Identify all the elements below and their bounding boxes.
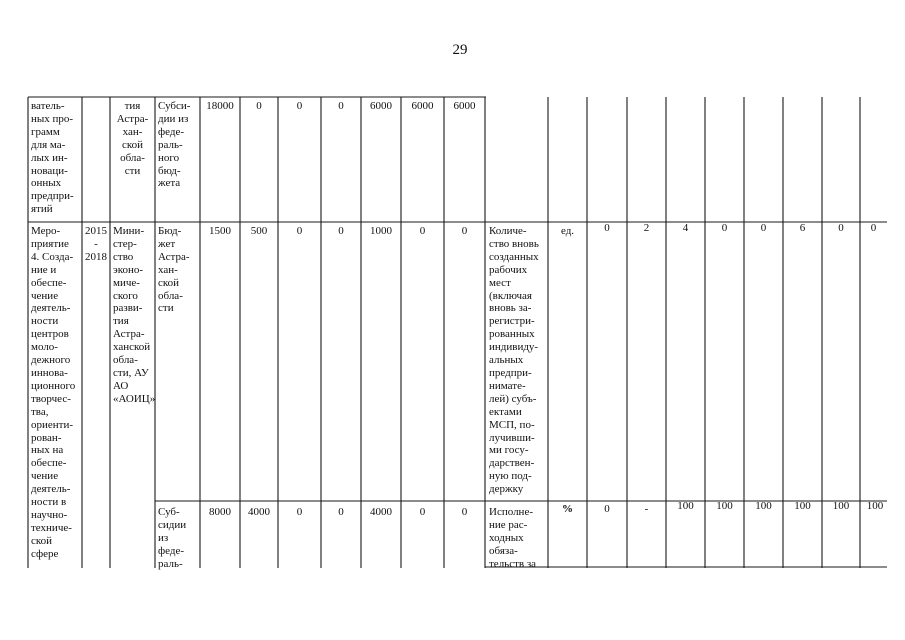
source-cell: Суб- сидии из феде- раль-	[158, 506, 187, 570]
year-value-cell: 0	[256, 100, 262, 112]
year-value-cell: 4000	[248, 506, 270, 518]
indicator-value-cell: 100	[755, 500, 772, 512]
indicator-value-cell: 2	[643, 222, 650, 234]
total-cell: 8000	[209, 506, 231, 518]
event-cell: ватель- ных про- грамм для ма- лых ин- новаци- онных предпри- ятий	[31, 100, 74, 216]
year-value-cell: 0	[461, 506, 468, 518]
indicator-cell: Исполне- ние рас- ходных обяза- тельств за	[489, 506, 537, 570]
period-cell: 2015 - 2018	[85, 225, 107, 263]
year-value-cell: 6000	[453, 100, 476, 112]
indicator-value-cell: 0	[604, 503, 610, 515]
indicator-value-cell: 100	[716, 500, 733, 512]
year-value-cell: 0	[461, 225, 468, 237]
year-value-cell: 0	[296, 506, 303, 518]
executor-cell: тия Астра- хан- ской обла- сти	[116, 100, 149, 177]
year-value-cell: 6000	[370, 100, 392, 112]
year-value-cell: 1000	[370, 225, 392, 237]
total-cell: 18000	[206, 100, 234, 112]
indicator-value-cell: 100	[866, 500, 884, 512]
indicator-value-cell: 100	[794, 500, 811, 512]
year-value-cell: 0	[338, 100, 344, 112]
indicator-value-cell: 100	[832, 500, 850, 512]
indicator-cell: Количе- ство вновь созданных рабочих мест (включая вновь за- регистри- рованных индивиду- альных предпри- нимате- лей) субъ- ектами МСП, по- лучивши- ми госу- дарствен- ную под- держку	[489, 225, 539, 496]
unit-cell: %	[562, 503, 573, 515]
total-cell: 1500	[209, 225, 231, 237]
year-value-cell: 0	[419, 225, 426, 237]
unit-cell: ед.	[560, 225, 575, 237]
indicator-value-cell: 100	[677, 500, 694, 512]
year-value-cell: 0	[338, 225, 344, 237]
year-value-cell: 6000	[411, 100, 434, 112]
page-number: 29	[452, 42, 468, 58]
indicator-value-cell: 4	[682, 222, 689, 234]
source-cell: Бюд- жет Астра- хан- ской обла- сти	[158, 225, 190, 315]
indicator-value-cell: 6	[799, 222, 806, 234]
year-value-cell: 0	[419, 506, 426, 518]
year-value-cell: 0	[296, 100, 303, 112]
year-value-cell: 500	[250, 225, 268, 237]
year-value-cell: 0	[338, 506, 344, 518]
indicator-value-cell: 0	[870, 222, 877, 234]
indicator-value-cell: 0	[838, 222, 844, 234]
year-value-cell: 4000	[370, 506, 392, 518]
indicator-value-cell: 0	[721, 222, 728, 234]
indicator-value-cell: 0	[604, 222, 610, 234]
indicator-value-cell: 0	[760, 222, 767, 234]
event-cell: Меро- приятие 4. Созда- ние и обеспе- чение деятель- ности центров моло- дежного иннова- ционного творчес- тва, ориенти- рован- ных на обеспе- чение деятель- ности в научно- техниче- ской сфере	[31, 225, 76, 560]
year-value-cell: 0	[296, 225, 303, 237]
executor-cell: Мини- стер- ство эконо- миче- ского разви- тия Астра- ханской обла- сти, АУ АО «АОИЦ»	[113, 225, 156, 405]
source-cell: Субси- дии из феде- раль- ного бюд- жета	[158, 100, 191, 190]
indicator-value-cell: -	[644, 503, 649, 515]
